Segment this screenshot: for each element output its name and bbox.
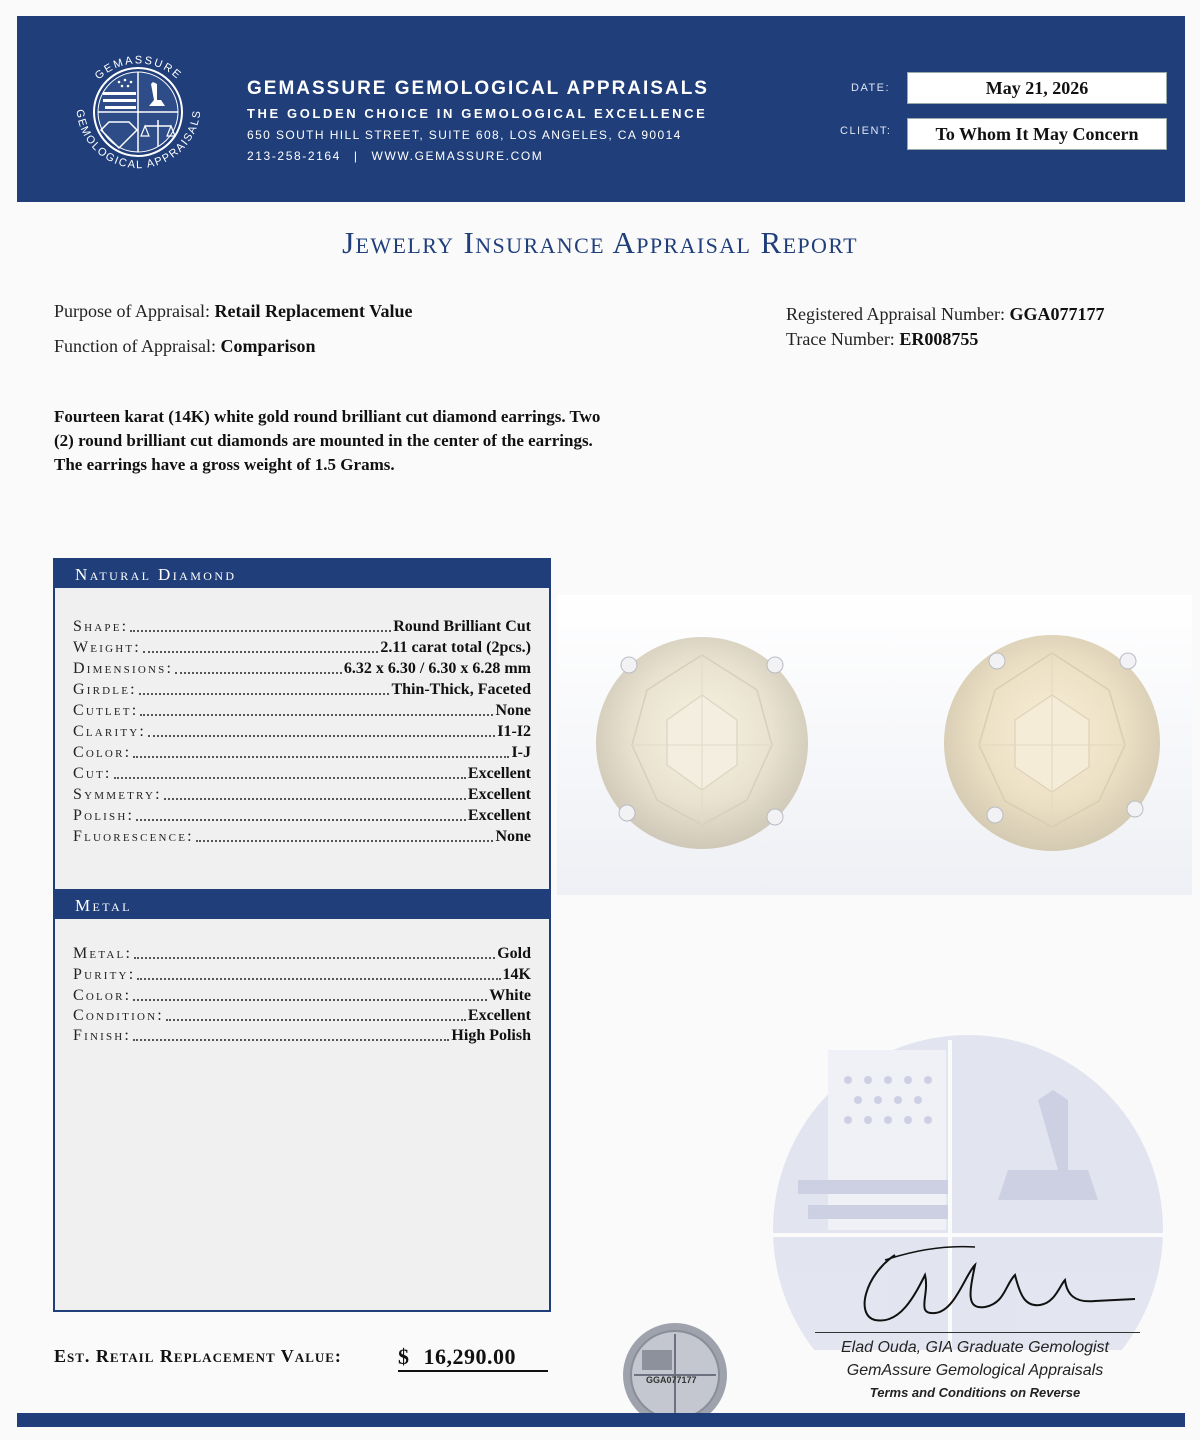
spec-label: Dimensions: — [73, 660, 174, 677]
valuation-amount — [398, 1344, 548, 1372]
leader-dots — [166, 1005, 466, 1021]
terms-link[interactable]: Terms and Conditions on Reverse — [869, 1385, 1081, 1400]
company-address: 650 SOUTH HILL STREET, SUITE 608, LOS ANGELES, CA 90014 — [247, 128, 682, 142]
spec-row-finish — [73, 1025, 531, 1046]
footer-bar — [17, 1413, 1185, 1427]
leader-dots — [148, 721, 495, 737]
leader-dots — [134, 943, 495, 959]
leader-dots — [175, 658, 342, 674]
leader-dots — [133, 985, 487, 1001]
valuation-label: Est. Retail Replacement Value: — [54, 1346, 342, 1366]
letterhead — [17, 16, 1185, 202]
spec-value: None — [495, 702, 531, 719]
company-phone: 213-258-2164 — [247, 149, 341, 163]
signature-line — [815, 1332, 1140, 1333]
spec-row-weight — [73, 637, 531, 658]
spec-value: Thin-Thick, Faceted — [391, 681, 531, 698]
spec-row-color — [73, 985, 531, 1006]
leader-dots — [139, 679, 390, 695]
function-value: Comparison — [220, 336, 316, 356]
spec-value: I1-I2 — [497, 723, 531, 740]
leader-dots — [137, 964, 500, 980]
spec-value: Excellent — [467, 807, 531, 824]
signer-company: GemAssure Gemological Appraisals — [846, 1362, 1104, 1379]
spec-value: Excellent — [467, 1007, 531, 1024]
leader-dots — [140, 700, 493, 716]
spec-label: Condition: — [73, 1007, 164, 1024]
spec-value: Round Brilliant Cut — [393, 618, 531, 635]
signature — [855, 1235, 1140, 1335]
function-row — [54, 336, 316, 357]
spec-row-color — [73, 742, 531, 763]
spec-label: Cutlet: — [73, 702, 139, 719]
svg-text:GEMOLOGICAL APPRAISALS: GEMOLOGICAL APPRAISALS — [73, 108, 204, 172]
date-field: May 21, 2026 — [907, 72, 1167, 104]
purpose-label: Purpose of Appraisal: — [54, 301, 210, 321]
purpose-value: Retail Replacement Value — [214, 301, 413, 321]
spec-label: Weight: — [73, 639, 141, 656]
spec-value: White — [489, 987, 531, 1004]
spec-label: Polish: — [73, 807, 135, 824]
earrings-photo — [557, 595, 1192, 895]
seal-number: GGA077177 — [646, 1375, 697, 1385]
report-title: Jewelry Insurance Appraisal Report — [342, 225, 858, 260]
company-name: GEMASSURE GEMOLOGICAL APPRAISALS — [247, 78, 709, 99]
spec-value: High Polish — [451, 1027, 531, 1044]
spec-value: 6.32 x 6.30 / 6.30 x 6.28 mm — [343, 660, 531, 677]
leader-dots — [133, 1025, 449, 1041]
trace-number-label: Trace Number: — [786, 329, 895, 349]
leader-dots — [130, 616, 391, 632]
purpose-row — [54, 301, 412, 322]
spec-row-girdle — [73, 679, 531, 700]
spec-label: Girdle: — [73, 681, 137, 698]
item-description: Fourteen karat (14K) white gold round brilliant cut diamond earrings. Two (2) round brilliant cut diamonds are mounted in the center of the earrings. The earrings have a gross weight of 1.5 Grams. — [54, 407, 601, 474]
spec-label: Cut: — [73, 765, 112, 782]
registered-number-label: Registered Appraisal Number: — [786, 304, 1005, 324]
spec-row-cutlet — [73, 700, 531, 721]
svg-text:GEMASSURE: GEMASSURE — [92, 54, 185, 83]
spec-label: Metal: — [73, 945, 133, 962]
spec-row-metal — [73, 943, 531, 964]
leader-dots — [143, 637, 378, 653]
spec-row-clarity — [73, 721, 531, 742]
spec-row-condition — [73, 1005, 531, 1026]
spec-label: Symmetry: — [73, 786, 162, 803]
spec-row-shape — [73, 616, 531, 637]
spec-value: None — [495, 828, 531, 845]
leader-dots — [136, 805, 466, 821]
company-tagline: THE GOLDEN CHOICE IN GEMOLOGICAL EXCELLENCE — [247, 106, 708, 121]
left-diamond — [596, 637, 808, 849]
spec-row-polish — [73, 805, 531, 826]
spec-label: Finish: — [73, 1027, 132, 1044]
company-logo — [61, 34, 216, 189]
amount-value: 16,290.00 — [423, 1344, 516, 1369]
leader-dots — [133, 742, 509, 758]
registered-number-row — [786, 304, 1104, 325]
metal-panel-heading: Metal — [55, 891, 549, 919]
spec-label: Shape: — [73, 618, 129, 635]
contact-separator: | — [353, 149, 359, 163]
brand-block — [247, 78, 709, 163]
spec-value: Excellent — [467, 765, 531, 782]
metal-panel — [53, 889, 551, 1312]
spec-value: 2.11 carat total (2pcs.) — [380, 639, 531, 656]
leader-dots — [164, 784, 466, 800]
spec-label: Color: — [73, 744, 132, 761]
spec-row-dimensions — [73, 658, 531, 679]
signer-name: Elad Ouda, GIA Graduate Gemologist — [841, 1339, 1109, 1356]
registered-number-value: GGA077177 — [1009, 304, 1105, 324]
company-contact — [247, 149, 709, 163]
leader-dots — [114, 763, 466, 779]
diamond-panel — [53, 558, 551, 892]
trace-number-row — [786, 329, 978, 350]
currency-symbol: $ — [398, 1344, 410, 1369]
date-label: DATE: — [851, 82, 891, 94]
client-field: To Whom It May Concern — [907, 118, 1167, 150]
function-label: Function of Appraisal: — [54, 336, 216, 356]
client-label: CLIENT: — [840, 125, 892, 137]
spec-value: I-J — [511, 744, 531, 761]
company-website: WWW.GEMASSURE.COM — [371, 149, 544, 163]
spec-row-fluorescence — [73, 826, 531, 847]
diamond-panel-heading: Natural Diamond — [55, 560, 549, 588]
spec-row-cut — [73, 763, 531, 784]
spec-label: Color: — [73, 987, 132, 1004]
spec-row-symmetry — [73, 784, 531, 805]
trace-number-value: ER008755 — [899, 329, 979, 349]
spec-label: Clarity: — [73, 723, 147, 740]
leader-dots — [196, 826, 494, 842]
spec-label: Fluorescence: — [73, 828, 194, 845]
spec-row-purity — [73, 964, 531, 985]
spec-value: Excellent — [467, 786, 531, 803]
spec-value: 14K — [502, 966, 531, 983]
spec-label: Purity: — [73, 966, 136, 983]
right-diamond — [944, 635, 1160, 851]
spec-value: Gold — [497, 945, 531, 962]
